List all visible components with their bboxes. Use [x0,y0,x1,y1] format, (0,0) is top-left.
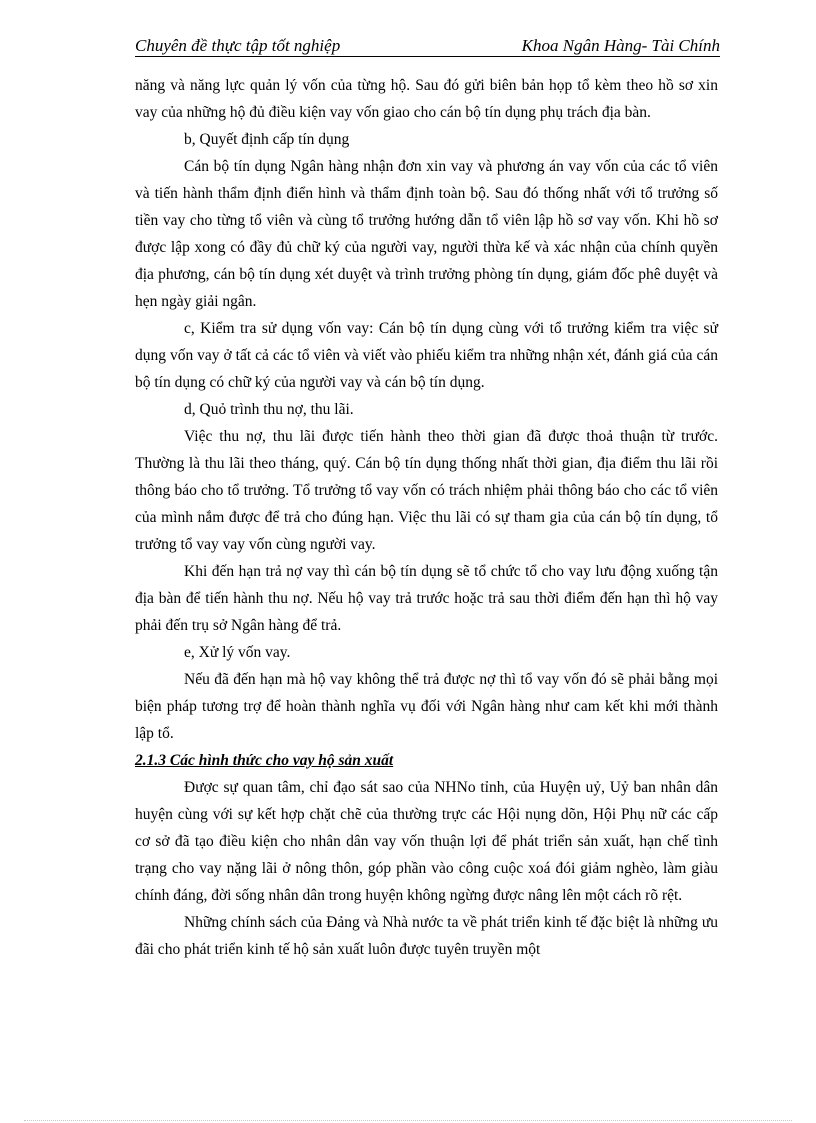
subheading-b: b, Quyết định cấp tín dụng [184,131,350,148]
paragraph-continuation: năng và năng lực quản lý vốn của từng hộ. Sau đó gửi biên bản họp tổ kèm theo hồ sơ xin vay của những hộ đủ điều kiện vay vốn giao cho cán bộ tín dụng phụ trách địa bàn. [135,77,718,121]
subheading-e: e, Xử lý vốn vay. [184,644,291,661]
page-header [135,36,720,57]
paragraph: Cán bộ tín dụng Ngân hàng nhận đơn xin vay và phương án vay vốn của các tổ viên và tiến hành thẩm định điển hình và thẩm định toàn bộ. Sau đó thống nhất với tổ trưởng số tiền vay cho từng tổ viên và cùng tổ trưởng hướng dẫn tổ viên lập hồ sơ vay vốn. Khi hồ sơ được lập xong có đầy đủ chữ ký của người vay, người thừa kế và xác nhận của chính quyền địa phương, cán bộ tín dụng xét duyệt và trình trưởng phòng tín dụng, giám đốc phê duyệt và hẹn ngày giải ngân. [135,158,718,310]
paragraph: Khi đến hạn trả nợ vay thì cán bộ tín dụng sẽ tổ chức tổ cho vay lưu động xuống tận địa bàn để tiến hành thu nợ. Nếu hộ vay trả trước hoặc trả sau thời điểm đến hạn thì hộ vay phải đến trụ sở Ngân hàng để trả. [135,563,718,634]
header-right-title: Khoa Ngân Hàng- Tài Chính [521,36,720,55]
footer-divider [24,1120,792,1121]
subheading-d: d, Quỏ trình thu nợ, thu lãi. [184,401,354,418]
section-heading: 2.1.3 Các hình thức cho vay hộ sản xuất [135,752,394,769]
paragraph: Những chính sách của Đảng và Nhà nước ta về phát triển kinh tế đặc biệt là những ưu đãi cho phát triển kinh tế hộ sản xuất luôn được tuyên truyền một [135,914,718,958]
paragraph: Việc thu nợ, thu lãi được tiến hành theo thời gian đã được thoả thuận từ trước. Thường là thu lãi theo tháng, quý. Cán bộ tín dụng thống nhất thời gian, địa điểm thu lãi rồi thông báo cho tổ trưởng. Tổ trưởng tổ vay vốn có trách nhiệm phải thông báo cho các tổ viên của mình nắm được để trả cho đúng hạn. Việc thu lãi có sự tham gia của cán bộ tín dụng, tổ trưởng tổ vay vay vốn cùng người vay. [135,428,718,553]
paragraph-c: c, Kiểm tra sử dụng vốn vay: Cán bộ tín dụng cùng với tổ trưởng kiểm tra việc sử dụng vốn vay ở tất cả các tổ viên và viết vào phiếu kiểm tra những nhận xét, đánh giá của cán bộ tín dụng có chữ ký của người vay và cán bộ tín dụng. [135,320,718,391]
paragraph: Được sự quan tâm, chỉ đạo sát sao của NHNo tỉnh, của Huyện uỷ, Uỷ ban nhân dân huyện cùng với sự kết hợp chặt chẽ của thường trực các Hội nụng dõn, Hội Phụ nữ các cấp cơ sở đã tạo điều kiện cho nhân dân vay vốn thuận lợi để phát triển sản xuất, hạn chế tình trạng cho vay nặng lãi ở nông thôn, góp phần vào công cuộc xoá đói giảm nghèo, làm giàu chính đáng, đời sống nhân dân trong huyện không ngừng được nâng lên một cách rõ rệt. [135,779,718,904]
paragraph: Nếu đã đến hạn mà hộ vay không thể trả được nợ thì tổ vay vốn đó sẽ phải bằng mọi biện pháp tương trợ để hoàn thành nghĩa vụ đối với Ngân hàng như cam kết khi mới thành lập tổ. [135,671,718,742]
header-left-title: Chuyên đề thực tập tốt nghiệp [135,36,341,55]
document-body [135,72,718,963]
